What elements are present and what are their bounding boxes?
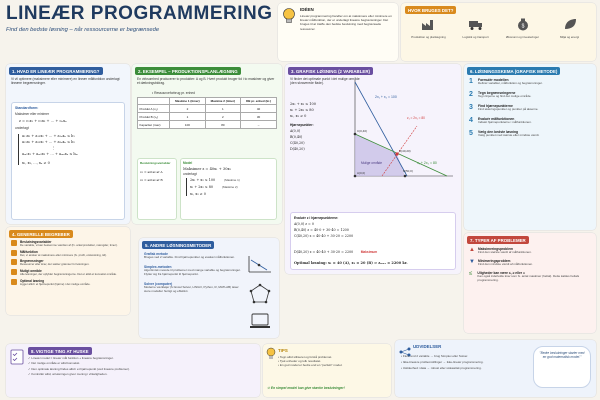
concept-title: Målfunktion (20, 249, 38, 254)
section-2-card (132, 64, 282, 224)
table-cell: Produkt A (x₁) (138, 105, 170, 113)
section-4-header: 4. GENERELLE BEGREBER (9, 230, 73, 238)
arrow-up-icon: ▲ (469, 247, 475, 253)
table-header: Maskine 1 (timer) (170, 98, 205, 105)
step-number: 3 (469, 103, 473, 111)
resource-table (137, 97, 277, 129)
quote-bubble: "Bedre beslutninger starter med en god matematisk model." (533, 346, 591, 388)
method-item (144, 282, 244, 294)
step-title: Tegn begrænsningerne (478, 90, 516, 95)
usage-card (401, 3, 596, 61)
step-number: 5 (469, 129, 473, 137)
table-cell: Kapacitet (max) (138, 121, 170, 129)
usage-label: Logistik og transport (462, 35, 489, 39)
methods-list (144, 252, 244, 293)
corner-point: B(0,40) (290, 135, 303, 139)
model-objective: Maksimer z = 40x₁ + 30x₂ (183, 167, 231, 171)
checklist-icon (10, 349, 24, 370)
corner-label: B(50,0) (403, 169, 413, 173)
standard-form-title: Standardform: (15, 106, 39, 110)
tips-card (263, 344, 391, 397)
problem-type-desc: Find den største værdi af målfunktionen. (478, 250, 532, 254)
concept-title: Optimal løsning (20, 278, 45, 283)
steps-list (469, 78, 593, 137)
evaluation-row: C(40,20) z = 40·40 + 30·20 = 2200 (294, 234, 354, 238)
evaluate-title: Evaluér z i hjørnepunkterne: (294, 216, 339, 220)
method-item (144, 265, 244, 277)
idea-card (278, 3, 398, 61)
corner-point: A(0,0) (290, 129, 301, 133)
table-cell: 30 (241, 113, 277, 121)
tips-footer-text: En simpel model kan give stærke beslutninger! (270, 386, 345, 390)
step-item (469, 130, 593, 138)
inequality-icon: ≤ (469, 270, 473, 277)
extension-text: Usikkerhed i data → robust eller stokastisk programmering. (402, 365, 482, 370)
usage-label: Økonomi og investeringer (506, 35, 539, 39)
table-header (138, 98, 170, 105)
extension-item: • Usikkerhed i data → robust eller stokastisk programmering. (401, 365, 482, 370)
truck-icon (468, 17, 484, 31)
page-title: LINEÆR PROGRAMMERING (6, 3, 273, 24)
method-title: Simplex-metoden (144, 264, 172, 269)
leaf-icon (562, 17, 578, 31)
standard-form-subject: underlagt (15, 126, 29, 131)
problem-type-title: Uligheder kan være ≤, ≥ eller = (477, 270, 525, 275)
standard-form-max: Maksimer eller minimer (15, 112, 50, 116)
section-2-intro: En virksomhed producerer to produkter: A og B. Hvert produkt bruger tid i to maskiner og giver et dækningsbidrag. (137, 77, 275, 86)
evaluation-row: D(40,20) z = 40·40 + 30·20 = 2200 (294, 250, 354, 254)
graph-constraint: 2x₁ + x₂ ≤ 100 (290, 102, 316, 106)
model-constraint: 2x₁ + x₂ ≤ 100 (190, 178, 216, 183)
step-item (469, 91, 593, 99)
section-1-header: 1. HVAD ER LINEÆR PROGRAMMERING? (9, 67, 103, 75)
step-desc: Definér variabler, målfunktion og begrænsninger. (478, 81, 543, 85)
page-subtitle: Find den bedste løsning – når ressourcerne er begrænsede (6, 27, 160, 33)
remember-text: Lineær model = lineær mål funktion + lineære begrænsninger. (31, 356, 114, 360)
concept-item (11, 240, 127, 248)
constraint-row: a₁₁x₁ + a₁₂x₂ + … + a₁ₙxₙ ≤ b₁ (22, 133, 75, 138)
step-title: Formulér modellen (478, 78, 509, 82)
corner-label: C(0,40) (357, 129, 368, 133)
method-title: Solver (computer) (144, 281, 173, 286)
extensions-card (395, 340, 596, 397)
extensions-list (401, 355, 529, 371)
step-desc: Indsæt hjørnepunkterne i målfunktionen. (478, 119, 532, 124)
section-7-header: 7. TYPER AF PROBLEMER (467, 236, 529, 244)
table-row (138, 121, 277, 129)
evaluation-row: A(0,0) z = 0 (294, 222, 314, 226)
method-item (144, 252, 244, 260)
problem-type-item (469, 271, 593, 283)
tip-item: • En god model er bedre end en "perfekt" model. (278, 362, 343, 367)
tip-item: • Tegn altid stiliseret og forstå problemet. (278, 355, 333, 359)
model-constraint: x₁ + 2x₂ ≤ 80 (190, 185, 214, 190)
tip-item: • Tjek enheder og tolk resultatet. (278, 358, 322, 363)
concept-icon (11, 259, 17, 265)
table-row (138, 113, 277, 121)
line1-label: 2x₁ + x₂ = 100 (375, 95, 397, 99)
section-3-header: 3. GRAFISK LØSNING (2 VARIABLER) (288, 67, 373, 75)
concept-item (11, 250, 127, 258)
step-title: Evaluér målfunktionen (478, 116, 515, 121)
step-desc: Find skæringspunkter og punkter på akserne. (478, 106, 539, 111)
tips-header: TIPS (278, 348, 288, 353)
corner-point: C(40,20) (290, 141, 305, 145)
model-subject: underlagt (183, 172, 197, 176)
usage-header: HVOR BRUGES DET? (405, 6, 456, 14)
graph-method-icon (247, 254, 273, 274)
factory-icon (421, 17, 437, 31)
title-block (6, 3, 276, 33)
model-title: Model (183, 161, 193, 165)
step-item (469, 104, 593, 112)
remember-item: ✓ Lineær model = lineær mål funktion + lineære begrænsninger. (28, 356, 114, 360)
concept-title: Muligt område (20, 268, 42, 273)
concept-title: Beslutningsvariabler (20, 240, 52, 244)
corner-marker (404, 175, 407, 178)
tips-list (278, 356, 388, 368)
idea-header: IDÉEN (300, 7, 314, 12)
constraint-row: aₘ₁x₁ + aₘ₂x₂ + … + aₘₙxₙ ≤ bₘ (22, 151, 78, 156)
variable-def: x₁ = antal af A (140, 170, 163, 174)
remember-list (28, 357, 256, 377)
corners-title: Hjørnepunkter: (290, 123, 314, 127)
table-cell: 80 (205, 121, 240, 129)
corner-marker (354, 133, 357, 136)
concept-item (11, 269, 127, 277)
section-7-card (464, 233, 596, 333)
problem-type-desc: Find den mindste værdi af målfunktionen. (478, 261, 534, 266)
standard-form-objective: z = c₁x₁ + c₂x₂ + … + cₙxₙ (19, 119, 67, 124)
step-title: Vælg den bedste løsning (478, 129, 519, 134)
section-3-intro: Vi finder det optimale punkt i det mulige område (den skraverede flade). (290, 77, 360, 86)
problem-type-item (469, 259, 593, 267)
tips-footer: ☆ En simpel model kan give stærke beslutninger! (267, 386, 345, 390)
concept-desc: Ligger altid i et hjørnepunkt (hjørne) i det mulige område. (20, 281, 91, 286)
laptop-icon (249, 312, 271, 330)
problem-type-title: Maksimeringsproblem (478, 247, 513, 251)
extension-item: • Flere end 2 variable → brug Simplex eller Solver. (401, 354, 469, 358)
extension-text: Ikke-lineære problemstillinger → ikke-lineær programmering. (402, 359, 484, 364)
step-desc: Tegn linjerne og find det mulige område. (478, 93, 532, 98)
line2-label: x₁ + 2x₂ = 80 (417, 161, 437, 165)
constraint-note: (Maskine 1) (224, 178, 240, 183)
feasible-region-graph (347, 76, 457, 186)
section-8-header: 8. VIGTIGE TING AT HUSKE (28, 347, 92, 355)
corner-marker (354, 175, 357, 178)
tips-lightbulb-icon (266, 347, 276, 365)
remember-text: Den optimale løsning findes altid i et hjørnepunkt (ved lineære problemer). (31, 366, 130, 371)
corner-point: D(40,20) (290, 147, 305, 151)
concept-icon (11, 250, 17, 256)
concept-desc: Ressourcer eller krav, der sætter grænser for løsningen. (20, 262, 90, 267)
section-2-header: 2. EKSEMPEL – PRODUKTIONSPLANLÆGNING (135, 67, 241, 75)
section-5-card (139, 238, 279, 338)
concept-icon (11, 240, 17, 246)
corner-label: D(40,20) (399, 149, 411, 153)
tip-text: Tegn altid stiliseret og forstå problemet. (279, 355, 333, 359)
tip-text: Tjek enheder og tolk resultatet. (279, 358, 322, 363)
concept-item (11, 259, 127, 267)
table-cell: 1 (205, 105, 240, 113)
extension-text: Flere end 2 variable → brug Simplex eller Solver. (402, 354, 469, 358)
section-4-card (6, 227, 130, 315)
maximum-label: Maksimum (360, 250, 378, 254)
section-6-card (464, 64, 596, 230)
constraint-row: x₁, x₂, …, xₙ ≥ 0 (22, 160, 50, 165)
table-cell: 1 (170, 113, 205, 121)
usage-label: Produktion og planlægning (411, 35, 446, 39)
method-desc: Bruges ved 2 variable. Find hjørnepunkter og evaluér målfunktionen. (144, 255, 236, 259)
svg-text:$: $ (521, 23, 524, 30)
section-6-header: 6. LØSNINGSSKEMA (GRAFISK METODE) (467, 67, 560, 75)
remember-item: ✓ Kontrollér altid, at løsningen giver mening i virkeligheden. (28, 372, 108, 377)
extensions-header: UDVIDELSER (413, 344, 442, 349)
table-caption: • Ressourceforbrug pr. enhed (152, 91, 195, 95)
section-1-card (6, 64, 130, 224)
optimal-solution: Optimal løsning: x₁ = 40 (A), x₂ = 20 (B) ⇒ zₘₐₓ = 2200 kr. (294, 261, 408, 265)
variable-def: x₂ = antal af B (140, 178, 163, 182)
problem-type-title: Minimeringsproblem (478, 258, 511, 263)
variables-title: Beslutningsvariabler (140, 161, 171, 165)
money-bag-icon (515, 17, 531, 31)
usage-item (408, 17, 450, 40)
tip-text: En god model er bedre end en "perfekt" model. (279, 362, 343, 367)
concepts-list (11, 240, 127, 286)
table-cell: – (241, 121, 277, 129)
concept-desc: Alle løsninger, der opfylder begrænsningerne. Det er altid et konvekst område. (20, 271, 117, 276)
concept-desc: De variable, vi kan bestemme værdien af (fx. antal produkter, mængder, timer). (20, 243, 118, 247)
arrow-down-icon: ▼ (469, 258, 475, 265)
lightbulb-icon (282, 7, 296, 30)
constraint-row: a₂₁x₁ + a₂₂x₂ + … + a₂ₙxₙ ≤ b₂ (22, 139, 75, 144)
idea-text: Lineær programmering handler om at maksimere eller minimere en lineær målfunktion, der er underlagt lineære begrænsninger. Det bruges til at træffe den bedste beslutning med begrænsede ressourcer. (300, 14, 392, 31)
method-title: Grafisk metode (144, 252, 169, 256)
section-1-intro: Vi vil optimere (maksimere eller minimere) en lineær målfunktion underlagt lineære begrænsninger. (11, 77, 120, 86)
remember-text: Kontrollér altid, at løsningen giver mening i virkeligheden. (31, 372, 108, 377)
region-label: Mulige område (361, 161, 383, 165)
problem-type-item (469, 247, 593, 255)
section-5-header: 5. ANDRE LØSNINGSMETODER (142, 241, 214, 249)
table-row (138, 105, 277, 113)
graph-constraint: x₁ + 2x₂ ≤ 80 (290, 108, 314, 112)
concept-desc: Det, vi ønsker at maksimere eller minimere (fx. profit, omkostning, tid). (20, 252, 107, 257)
problem-types (469, 247, 593, 283)
extension-item: • Ikke-lineære problemstillinger → ikke-lineær programmering. (401, 359, 484, 364)
table-cell: 100 (170, 121, 205, 129)
simplex-icon (249, 283, 271, 305)
step-title: Find hjørnepunkterne (478, 103, 513, 108)
table-cell: Produkt B (x₂) (138, 113, 170, 121)
remember-item: ✓ Den optimale løsning findes altid i et hjørnepunkt (ved lineære problemer). (28, 366, 130, 371)
usage-item (549, 17, 591, 40)
method-desc: Moderne værktøjer (fx Excel Solver, LINGO, Python, R, MATLAB) løser store modeller hurtigt og effektivt. (144, 284, 239, 293)
concept-title: Begrænsninger (20, 259, 44, 264)
concept-icon (11, 279, 17, 285)
step-item (469, 117, 593, 125)
problem-type-desc: Kan også indeholde krav som fx. antal maskiner (heltal). Dette kaldes heltals programmering. (477, 273, 580, 282)
concept-icon (11, 269, 17, 275)
usage-label: Miljø og energi (560, 35, 579, 39)
step-number: 1 (469, 78, 473, 85)
corner-label: A(0,0) (357, 171, 366, 175)
section-3-card (285, 64, 461, 274)
step-item (469, 78, 593, 86)
section-8-card (6, 344, 260, 397)
step-number: 2 (469, 90, 473, 98)
step-desc: Vælg punktet med største eller mindste værdi. (478, 132, 540, 137)
objective-label: z₁ = 2x₁ = 80 (407, 116, 425, 120)
evaluation-row: B(0,40) z = 40·0 + 30·40 = 1200 (294, 228, 349, 232)
model-constraint: x₁, x₂ ≥ 0 (190, 192, 206, 197)
table-header: Maskine 2 (timer) (205, 98, 240, 105)
table-cell: 2 (205, 113, 240, 121)
method-desc: Algoritmisk metode til problemer med mange variable og begrænsninger. Flytter sig fra hjørnepunkt til hjørnepunkt. (144, 267, 241, 276)
table-cell: 40 (241, 105, 277, 113)
usage-item (502, 17, 544, 40)
constraint-row: ⋮ (52, 145, 56, 150)
table-cell: 2 (170, 105, 205, 113)
remember-text: Det mulige område er altid konvekst. (31, 361, 81, 366)
concept-item (11, 279, 127, 287)
usage-item (455, 17, 497, 40)
table-header: DB pr. enhed (kr.) (241, 98, 277, 105)
remember-item: ✓ Det mulige område er altid konvekst. (28, 361, 81, 366)
constraint-note: (Maskine 2) (221, 185, 238, 190)
graph-constraint: x₁, x₂ ≥ 0 (290, 114, 307, 118)
step-number: 4 (469, 116, 473, 124)
